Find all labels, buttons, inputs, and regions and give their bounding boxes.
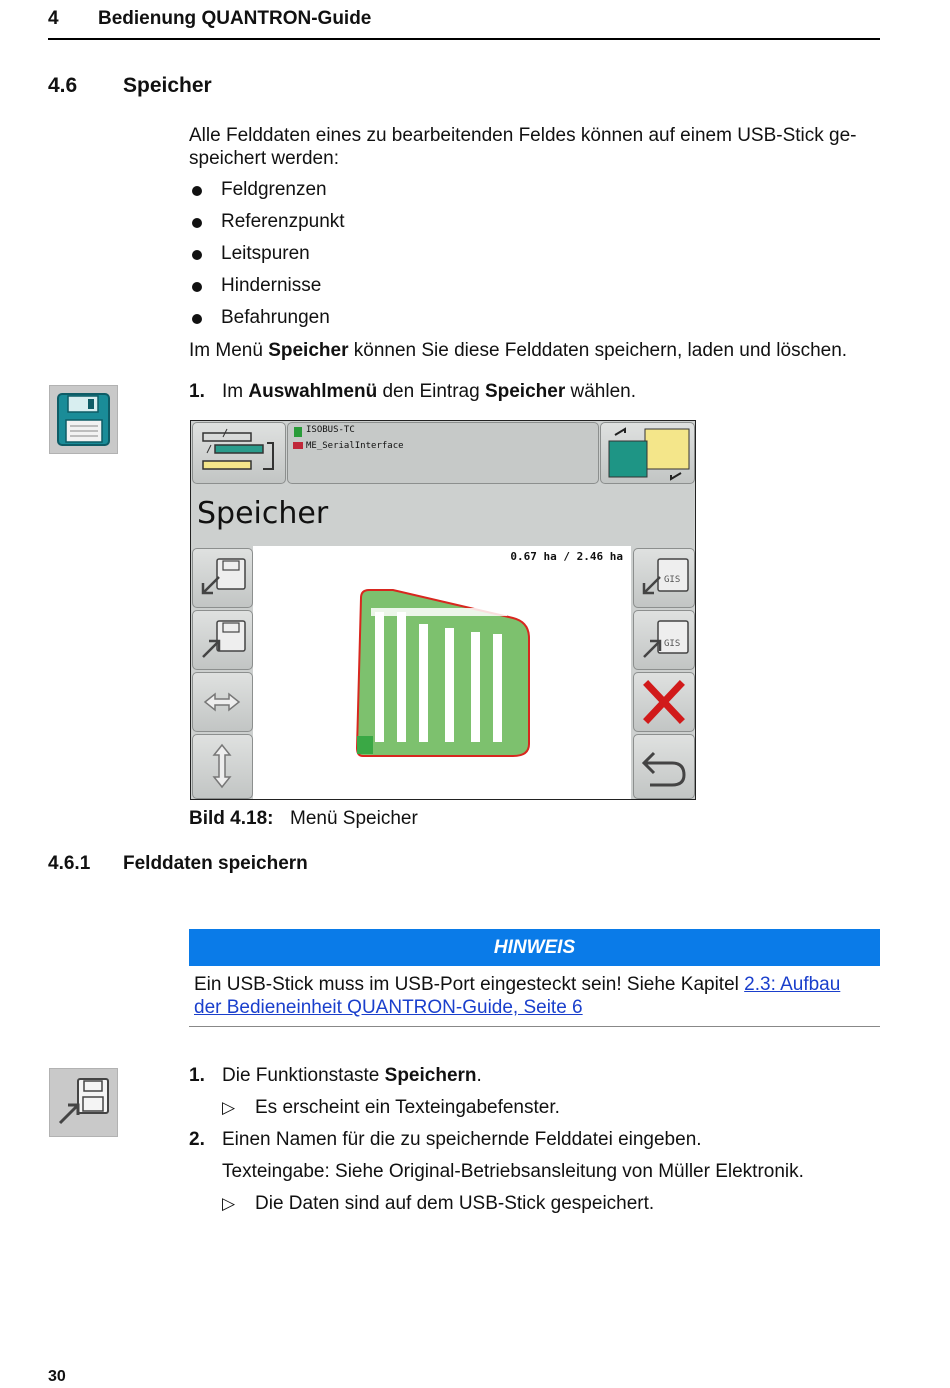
save-floppy-icon	[193, 611, 252, 669]
figure-caption: Menü Speicher	[290, 808, 418, 829]
page-number: 30	[48, 1368, 66, 1385]
step-number: 1.	[189, 1065, 205, 1086]
gis-label: GIS	[664, 575, 681, 585]
serial-label: ME_SerialInterface	[306, 441, 404, 451]
step-text: Einen Namen für die zu speichernde Felddatei eingeben.	[222, 1129, 702, 1150]
map-area	[253, 546, 631, 799]
chapter-link[interactable]: 2.3: Aufbau	[744, 974, 841, 995]
screen-title: Speicher	[197, 496, 329, 531]
subsection-number: 4.6.1	[48, 853, 91, 874]
field-map	[353, 584, 533, 760]
chapter-title: Bedienung QUANTRON-Guide	[98, 8, 372, 29]
result-marker-icon: ▷	[222, 1194, 236, 1213]
result-marker-icon: ▷	[222, 1098, 236, 1117]
intro-line-2: speichert werden:	[189, 148, 339, 169]
tractor-icon	[293, 442, 303, 449]
intro-line-1: Alle Felddaten eines zu bearbeitenden Feldes können auf einem USB-Stick ge-	[189, 125, 857, 146]
hinweis-rule	[189, 1026, 880, 1027]
tc-label: ISOBUS-TC	[306, 425, 355, 435]
load-button[interactable]	[192, 548, 253, 608]
file-icon	[294, 427, 302, 437]
step-text: Die Funktionstaste Speichern.	[222, 1065, 482, 1086]
step-note: Texteingabe: Siehe Original-Betriebsansleitung von Müller Elektronik.	[222, 1161, 804, 1182]
horizontal-arrows-button[interactable]	[192, 672, 253, 732]
vertical-arrows-button[interactable]	[192, 734, 253, 799]
red-x-icon	[634, 673, 694, 731]
isobus-info-panel	[287, 422, 599, 484]
menu-paragraph: Im Menü Speicher können Sie diese Felddaten speichern, laden und löschen.	[189, 340, 848, 361]
header-rule	[48, 38, 880, 40]
save-button[interactable]	[192, 610, 253, 670]
gis-label: GIS	[664, 639, 681, 649]
chapter-number: 4	[48, 8, 59, 29]
intro-paragraph	[189, 124, 889, 170]
gis-load-button[interactable]	[633, 548, 695, 608]
left-right-arrow-icon	[193, 673, 252, 731]
save-function-key-icon	[49, 1068, 118, 1137]
field-tracks-icon	[193, 423, 285, 483]
area-readout: 0.67 ha / 2.46 ha	[510, 550, 623, 563]
switch-view-icon	[601, 423, 694, 483]
back-button[interactable]	[633, 734, 695, 799]
result-text: Es erscheint ein Texteingabefenster.	[255, 1097, 560, 1118]
step-number: 1.	[189, 381, 205, 402]
load-floppy-icon	[193, 549, 252, 607]
section-title: Speicher	[123, 74, 212, 97]
gis-save-button[interactable]	[633, 610, 695, 670]
delete-button[interactable]	[633, 672, 695, 732]
step-number: 2.	[189, 1129, 205, 1150]
return-arrow-icon	[634, 735, 694, 798]
result-text: Die Daten sind auf dem USB-Stick gespeichert.	[255, 1193, 655, 1214]
chapter-link-cont[interactable]: der Bedieneinheit QUANTRON-Guide, Seite 6	[194, 997, 583, 1018]
terminal-screenshot	[190, 420, 696, 800]
figure-label: Bild 4.18:	[189, 808, 274, 829]
view-switch-button[interactable]	[600, 422, 695, 484]
field-select-button[interactable]	[192, 422, 286, 484]
hinweis-banner: HINWEIS	[189, 929, 880, 966]
section-number: 4.6	[48, 74, 78, 97]
subsection-title: Felddaten speichern	[123, 853, 308, 874]
hinweis-text: Ein USB-Stick muss im USB-Port eingesteckt sein! Siehe Kapitel 2.3: Aufbau der Bedieneinheit QUANTRON-Guide, Seite 6	[194, 974, 841, 1018]
step-text: Im Auswahlmenü den Eintrag Speicher wählen.	[222, 381, 636, 402]
floppy-disk-icon	[49, 385, 118, 454]
up-down-arrow-icon	[193, 735, 252, 798]
